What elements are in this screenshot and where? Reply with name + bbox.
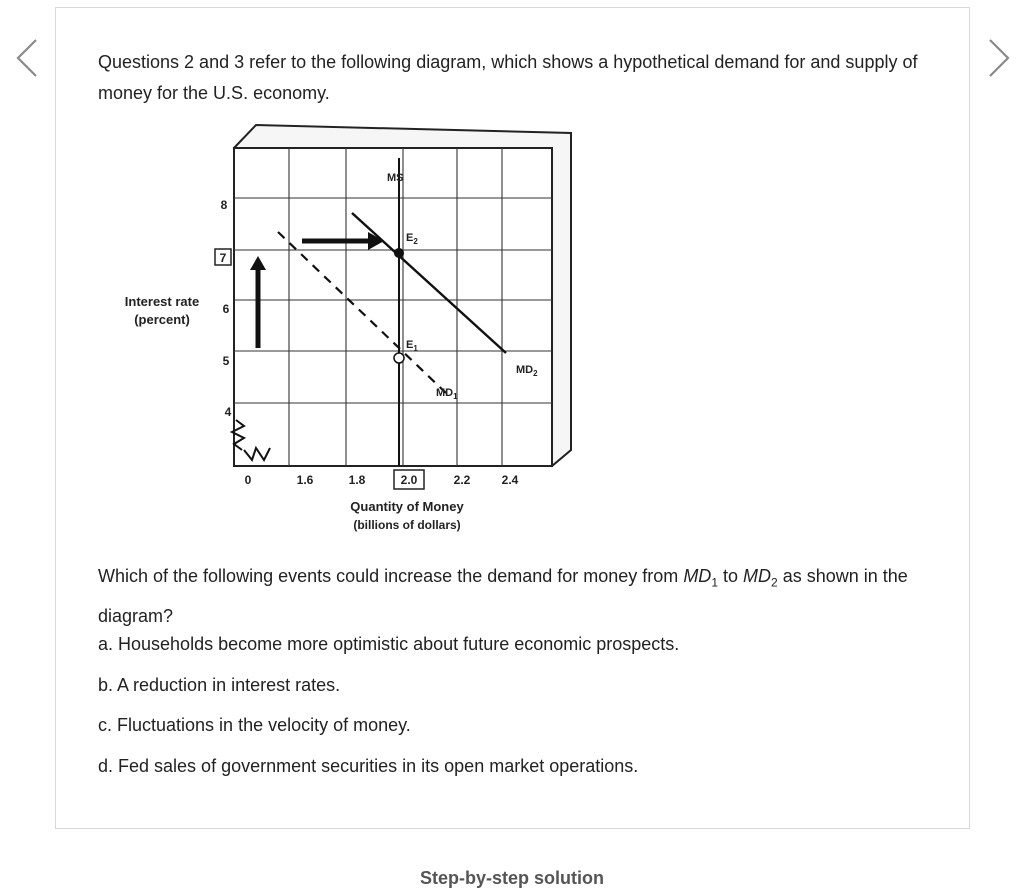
x-tick-0: 0: [244, 473, 252, 487]
diagram-plot-area: [234, 148, 552, 466]
next-button[interactable]: [980, 34, 1020, 82]
intro-text: Questions 2 and 3 refer to the following diagram, which shows a hypothetical demand for and supply of money for the U.S. economy.: [98, 52, 918, 103]
x-axis-label-line2: (billions of dollars): [353, 518, 461, 532]
equilibrium-1-point: [394, 353, 404, 363]
y-tick-5: 5: [222, 354, 230, 368]
e2-label: $E_2$: [406, 232, 418, 246]
md1-label: $MD_1$: [436, 387, 458, 401]
y-tick-6: 6: [222, 302, 230, 316]
equilibrium-2-point: [394, 248, 404, 258]
ms-label: MS: [387, 172, 404, 184]
solution-heading: Step-by-step solution: [420, 868, 604, 888]
question-card: [55, 7, 970, 829]
x-tick-1-8: 1.8: [348, 473, 366, 487]
y-tick-7: 7: [219, 251, 227, 265]
y-axis-label-line2: (percent): [134, 312, 190, 327]
md2-label: $MD_2$: [516, 364, 538, 378]
option-a[interactable]: a. Households become more optimistic about future economic prospects.: [98, 634, 680, 654]
option-c[interactable]: c. Fluctuations in the velocity of money.: [98, 715, 411, 735]
option-d[interactable]: d. Fed sales of government securities in its open market operations.: [98, 756, 639, 776]
x-tick-2-0: 2.0: [400, 473, 418, 487]
chevron-left-icon: [6, 34, 46, 82]
option-b[interactable]: b. A reduction in interest rates.: [98, 675, 341, 695]
chevron-right-icon: [980, 34, 1020, 82]
x-tick-2-2: 2.2: [453, 473, 471, 487]
x-tick-2-4: 2.4: [501, 473, 519, 487]
x-tick-1-6: 1.6: [296, 473, 314, 487]
y-tick-8: 8: [220, 198, 228, 212]
previous-button[interactable]: [6, 34, 46, 82]
x-axis-label-line1: Quantity of Money: [350, 499, 464, 514]
y-tick-4: 4: [224, 405, 232, 419]
money-market-diagram: [56, 8, 971, 548]
y-axis-label-line1: Interest rate: [124, 294, 200, 309]
e1-label: $E_1$: [406, 339, 418, 353]
question-text: Which of the following events could increase the demand for money from $MD_1$ to $MD_2$ as shown in the diagram?: [98, 566, 908, 626]
